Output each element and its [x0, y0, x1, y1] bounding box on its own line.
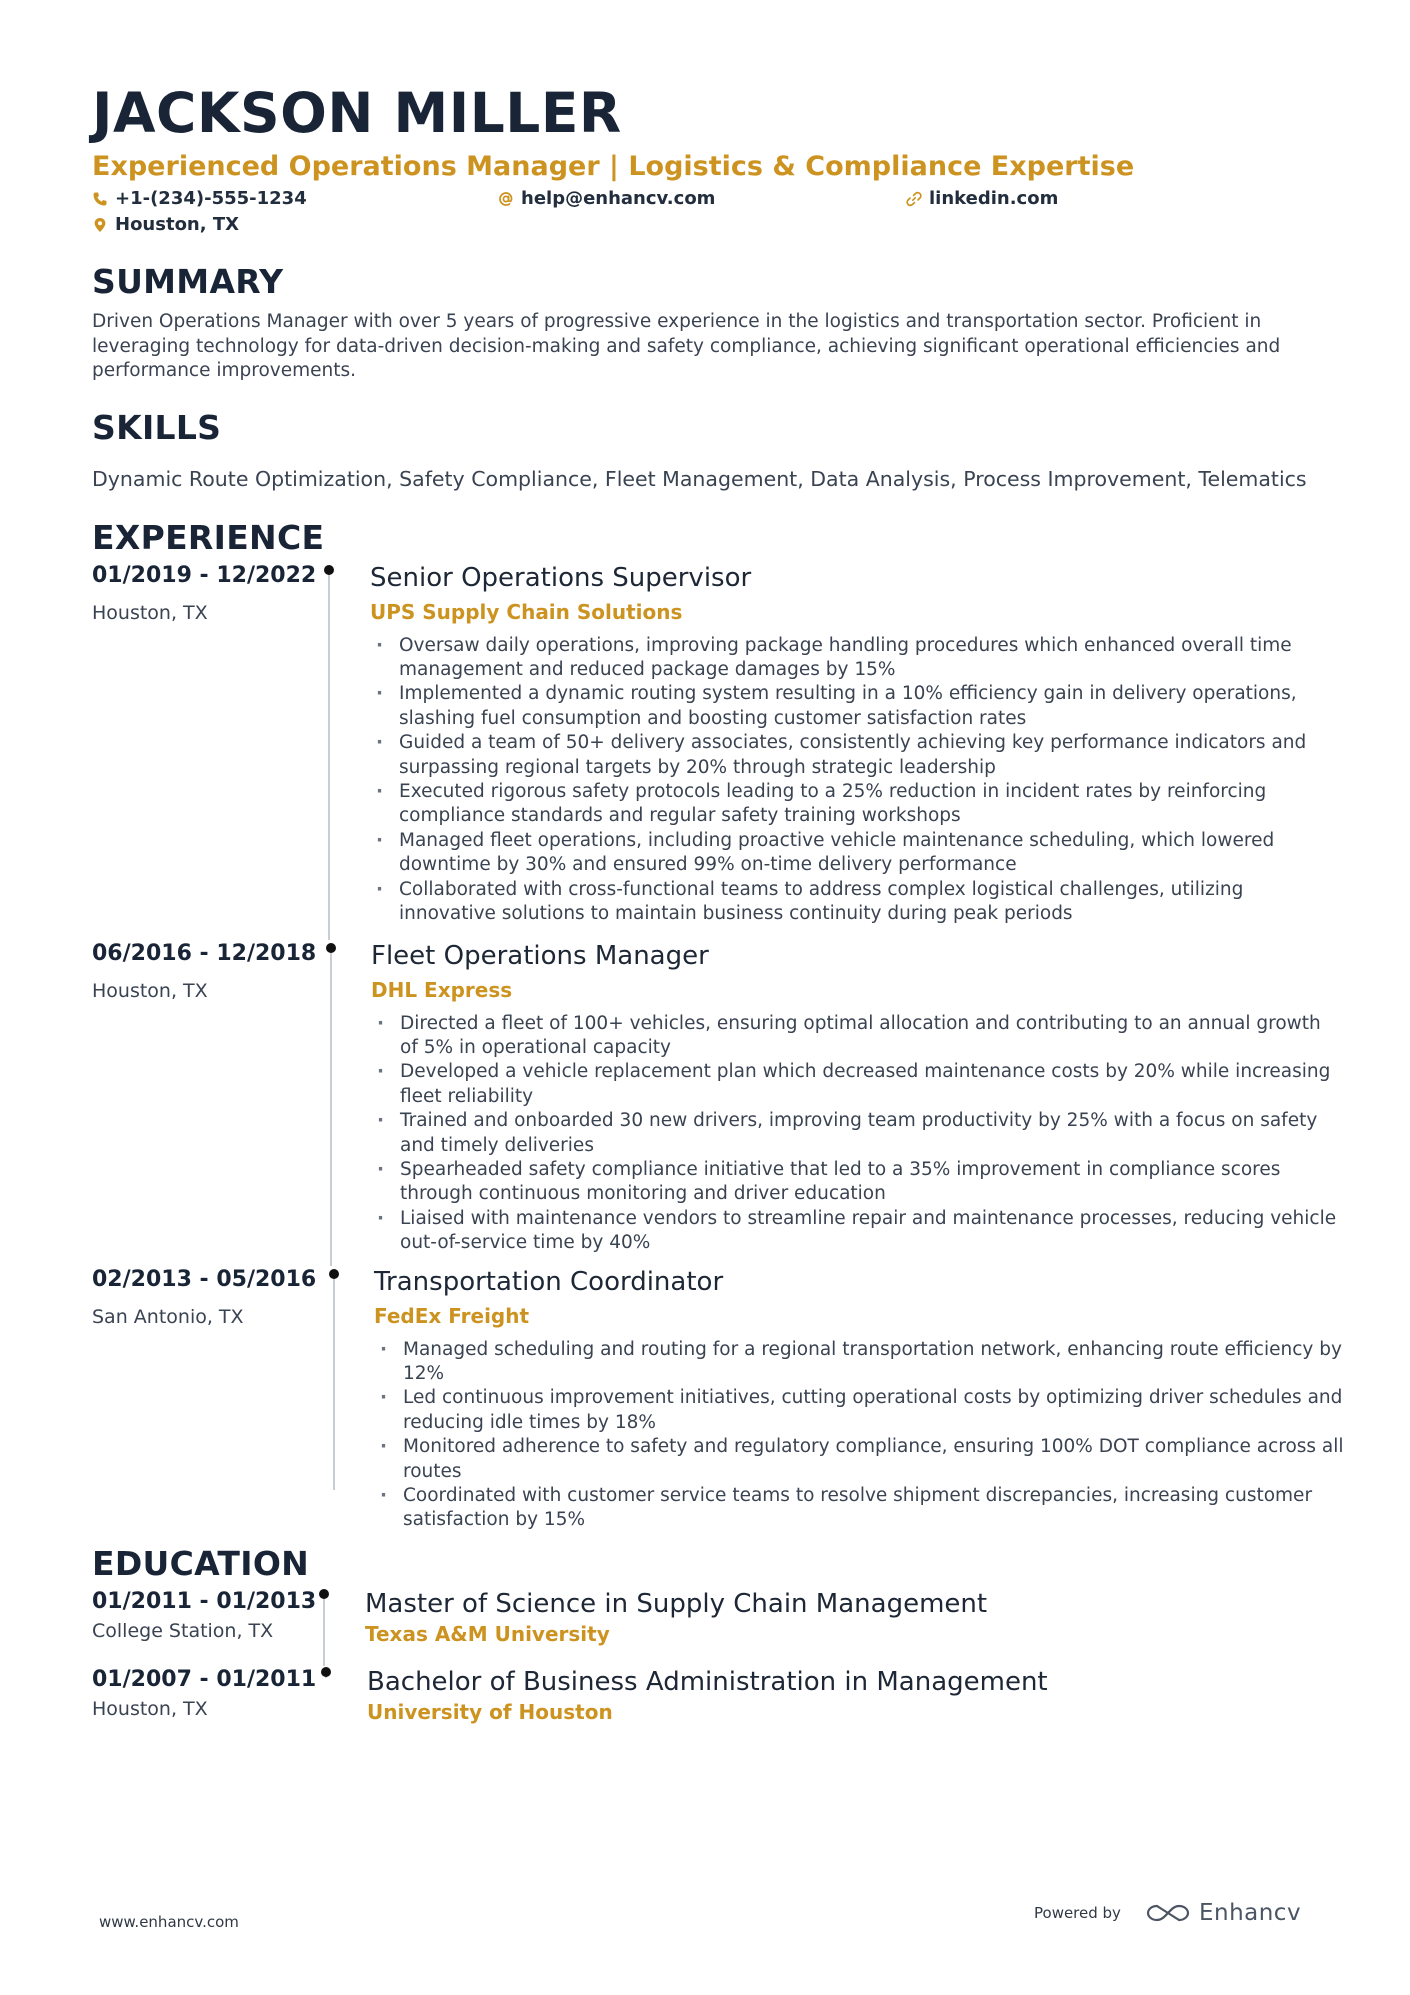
education-entry [92, 1588, 1332, 1666]
bullet-item: · Managed scheduling and routing for a regional transportation network, enhancing route efficiency by 12% [374, 1338, 1344, 1387]
footer-branding [1034, 1900, 1301, 1926]
bullet-item: · Managed fleet operations, including proactive vehicle maintenance scheduling, which lowered downtime by 30% and ensured 99% on-time delivery performance [370, 829, 1340, 878]
education-title: EDUCATION [92, 1543, 310, 1583]
bullet-item: · Spearheaded safety compliance initiative that led to a 35% improvement in compliance scores through continuous monitoring and driver education [371, 1158, 1341, 1207]
brand-name: Enhancv [1198, 1900, 1302, 1926]
experience-entry [92, 562, 1332, 940]
education-entry-meta [92, 1588, 322, 1643]
experience-role: Transportation Coordinator [374, 1266, 724, 1297]
education-entry-body [365, 1588, 1335, 1647]
phone-text: +1-(234)-555-1234 [115, 188, 307, 209]
bullet-item: · Monitored adherence to safety and regulatory compliance, ensuring 100% DOT compliance across all routes [374, 1435, 1344, 1484]
experience-company: FedEx Freight [374, 1303, 530, 1328]
experience-role: Fleet Operations Manager [371, 940, 709, 971]
linkedin-text: linkedin.com [929, 188, 1059, 209]
timeline-dot [324, 565, 334, 575]
experience-entry-meta [92, 562, 322, 625]
education-school: University of Houston [367, 1699, 613, 1724]
contact-row [92, 188, 1332, 214]
education-location: Houston, TX [92, 1697, 208, 1720]
footer-website[interactable]: www.enhancv.com [99, 1913, 239, 1931]
summary-text: Driven Operations Manager with over 5 years of progressive experience in the logistics and transportation sector. Proficient in leveraging technology for data-driven decision-making and safety compliance, achieving significant operational efficiencies and performance improvements. [92, 311, 1281, 381]
experience-location: San Antonio, TX [92, 1305, 244, 1328]
experience-entry-body [370, 562, 1340, 927]
experience-company: DHL Express [371, 977, 513, 1002]
experience-section [92, 517, 1344, 1544]
email-contact[interactable] [498, 188, 715, 209]
bullet-item: · Executed rigorous safety protocols leading to a 25% reduction in incident rates by reinforcing compliance standards and regular safety training workshops [370, 780, 1340, 829]
experience-bullets [374, 1338, 1344, 1533]
bullet-item: · Led continuous improvement initiatives, cutting operational costs by optimizing driver schedules and reducing idle times by 18% [374, 1386, 1344, 1435]
bullet-item: · Oversaw daily operations, improving package handling procedures which enhanced overall time management and reduced package damages by 15% [370, 634, 1340, 683]
enhancv-logo[interactable] [1145, 1900, 1301, 1926]
experience-entry [92, 940, 1337, 1266]
bullet-item: · Guided a team of 50+ delivery associates, consistently achieving key performance indicators and surpassing regional targets by 20% through strategic leadership [370, 731, 1340, 780]
timeline-line [323, 1594, 325, 1666]
location-pin-icon [92, 217, 108, 233]
timeline-dot [321, 1667, 331, 1677]
bullet-item: · Trained and onboarded 30 new drivers, improving team productivity by 25% with a focus on safety and timely deliveries [371, 1109, 1341, 1158]
at-sign-icon [498, 191, 514, 207]
candidate-name: JACKSON MILLER [92, 81, 622, 145]
bullet-item: · Collaborated with cross-functional teams to address complex logistical challenges, utilizing innovative solutions to maintain business continuity during peak periods [370, 878, 1340, 927]
education-entry [92, 1666, 1332, 1736]
experience-entry-body [371, 940, 1341, 1256]
skills-title: SKILLS [92, 407, 222, 447]
timeline-dot [329, 1269, 339, 1279]
bullet-item: · Developed a vehicle replacement plan which decreased maintenance costs by 20% while increasing fleet reliability [371, 1060, 1341, 1109]
education-dates: 01/2007 - 01/2011 [92, 1666, 317, 1692]
location-contact [92, 214, 239, 235]
timeline-dot [326, 943, 336, 953]
experience-entry [92, 1266, 1344, 1544]
summary-title: SUMMARY [92, 262, 284, 301]
skills-section [92, 408, 1332, 492]
education-degree: Master of Science in Supply Chain Management [365, 1588, 988, 1619]
education-entry-meta [92, 1666, 322, 1721]
bullet-item: · Implemented a dynamic routing system resulting in a 10% efficiency gain in delivery operations, slashing fuel consumption and boosting customer satisfaction rates [370, 682, 1340, 731]
resume-page [92, 80, 1344, 1736]
education-school: Texas A&M University [365, 1621, 610, 1646]
experience-entry-body [374, 1266, 1344, 1533]
enhancv-logo-icon [1145, 1901, 1191, 1925]
timeline-line [333, 1274, 335, 1490]
experience-bullets [371, 1012, 1341, 1256]
summary-section [92, 262, 1332, 384]
location-text: Houston, TX [115, 214, 240, 235]
education-entry-body [367, 1666, 1337, 1725]
experience-dates: 02/2013 - 05/2016 [92, 1266, 317, 1292]
bullet-item: · Directed a fleet of 100+ vehicles, ensuring optimal allocation and contributing to an annual growth of 5% in operational capacity [371, 1012, 1341, 1061]
experience-location: Houston, TX [92, 601, 208, 624]
timeline-dot [319, 1589, 329, 1599]
timeline-line [330, 948, 332, 1266]
experience-entry-meta [92, 940, 322, 1003]
link-icon [906, 191, 922, 207]
phone-contact[interactable] [92, 188, 307, 209]
email-text: help@enhancv.com [521, 188, 716, 209]
phone-icon [92, 191, 108, 207]
education-section [92, 1544, 1332, 1736]
education-location: College Station, TX [92, 1619, 274, 1642]
linkedin-contact[interactable] [906, 188, 1058, 209]
experience-title: EXPERIENCE [92, 517, 325, 557]
bullet-item: · Coordinated with customer service teams to resolve shipment discrepancies, increasing customer satisfaction by 15% [374, 1484, 1344, 1533]
experience-bullets [370, 634, 1340, 927]
education-degree: Bachelor of Business Administration in Management [367, 1666, 1048, 1697]
powered-by-label: Powered by [1034, 1904, 1121, 1922]
education-dates: 01/2011 - 01/2013 [92, 1588, 317, 1614]
timeline-line [328, 570, 330, 940]
experience-role: Senior Operations Supervisor [370, 562, 752, 593]
headline: Experienced Operations Manager | Logistics & Compliance Expertise [92, 151, 1135, 182]
experience-company: UPS Supply Chain Solutions [370, 599, 683, 624]
experience-entry-meta [92, 1266, 322, 1329]
experience-location: Houston, TX [92, 979, 208, 1002]
experience-dates: 06/2016 - 12/2018 [92, 940, 317, 966]
bullet-item: · Liaised with maintenance vendors to streamline repair and maintenance processes, reducing vehicle out-of-service time by 40% [371, 1207, 1341, 1256]
experience-dates: 01/2019 - 12/2022 [92, 562, 317, 588]
location-row [92, 214, 1332, 240]
skills-text: Dynamic Route Optimization, Safety Compliance, Fleet Management, Data Analysis, Process Improvement, Telematics [92, 466, 1307, 491]
